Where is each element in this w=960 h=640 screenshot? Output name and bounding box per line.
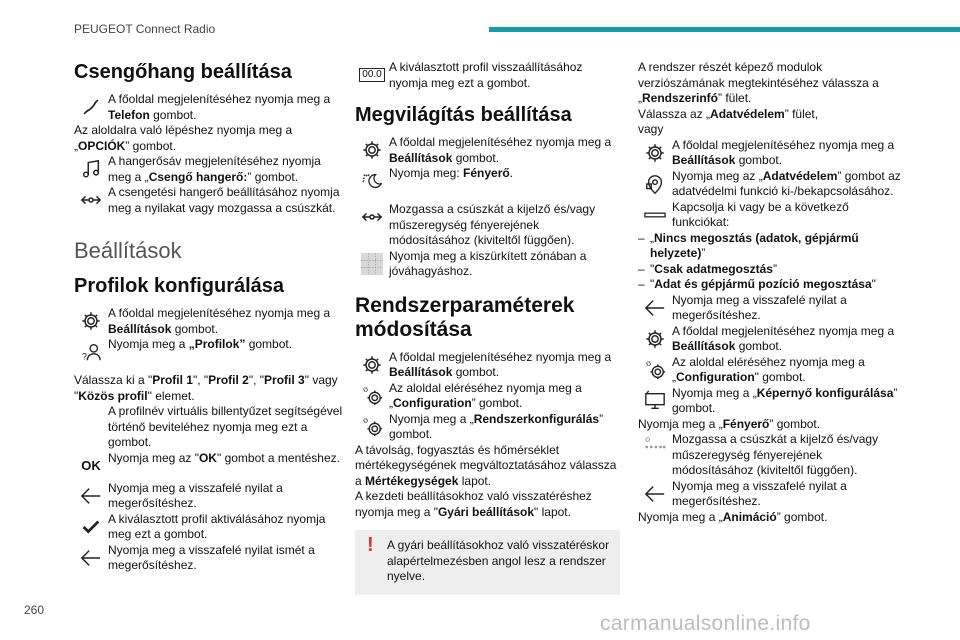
step-text: Nyomja meg a „Képernyő konfigurálása” gombot. [672, 385, 898, 415]
warning-text: A gyári beállításokhoz való visszatéréskor alapértelmezésben angol lesz a rendszer nyelve. [387, 538, 610, 583]
gear-icon [361, 139, 383, 161]
toggle-icon [644, 204, 666, 226]
step-row [638, 324, 906, 355]
gear-icon [80, 310, 102, 332]
paragraph: Az aloldalra való lépéshez nyomja meg a „OPCIÓK” gombot. [74, 123, 293, 153]
check-icon [80, 516, 102, 538]
paragraph: Nyomja meg a „Animáció” gombot. [638, 509, 828, 524]
heading-ringtone: Csengőhang beállítása [74, 61, 292, 83]
heading-settings: Beállítások [74, 238, 182, 263]
list-item: – „Nincs megosztás (adatok, gépjármű helyzete)” [638, 230, 859, 260]
step-text: A hangerősáv megjelenítéséhez nyomja meg a „Csengő hangerő:” gombot. [108, 154, 321, 184]
step-text: A profilnév virtuális billentyűzet segítségével történő beviteléhez nyomja meg ezt a gombot. [108, 404, 343, 449]
slider-arrows-icon [361, 206, 383, 228]
column-1 [74, 54, 344, 574]
gear-icon [644, 142, 666, 164]
step-text: A csengetési hangerő beállításához nyomja meg a nyilakat vagy mozgassa a csúszkát. [108, 185, 340, 215]
step-text: Nyomja meg a „Rendszerkonfigurálás” gombot. [389, 411, 604, 441]
step-row [74, 154, 344, 185]
list-item: – "Adat és gépjármű pozíció megosztása" [638, 277, 876, 291]
step-row [355, 350, 620, 381]
column-2 [355, 54, 620, 595]
heading-system-params: Rendszerparaméterek módosítása [355, 293, 575, 341]
warning-icon: ! [367, 534, 374, 556]
back-arrow-icon [80, 547, 102, 569]
warning-box [355, 530, 620, 595]
step-row [355, 202, 620, 249]
paragraph: Válassza ki a "Profil 1", "Profil 2", "Profil 3" vagy "Közös profil" elemet. [74, 373, 338, 403]
step-row [74, 337, 344, 367]
paragraph: A kezdeti beállításokhoz való visszatéréshez nyomja meg a "Gyári beállítások" lapot. [355, 489, 592, 519]
step-row [638, 293, 906, 324]
step-text: Nyomja meg a visszafelé nyilat a megerősítéshez. [672, 292, 847, 322]
step-text: Nyomja meg az „Adatvédelem” gombot az adatvédelmi funkció ki-/bekapcsolásához. [672, 168, 901, 198]
step-text: A főoldal megjelenítéséhez nyomja meg a Telefon gombot. [108, 92, 331, 122]
step-text: Mozgassa a csúszkát a kijelző és/vagy műszeregység fényerejének módosításához (kiviteltől függően). [389, 202, 596, 247]
page-number: 260 [24, 603, 45, 617]
back-arrow-icon [644, 297, 666, 319]
slider-arrows-icon [80, 189, 102, 211]
step-row [74, 543, 344, 574]
paragraph: A rendszer részét képező modulok verziószámának megtekintéséhez válassza a „Rendszerinfó” fület. [638, 60, 879, 105]
options-gear-icon [644, 359, 666, 381]
step-text: A kiválasztott profil visszaállításához nyomja meg ezt a gombot. [389, 60, 583, 90]
paragraph: Nyomja meg a „Fényerő” gombot. [638, 416, 821, 431]
step-text: Az aloldal eléréséhez nyomja meg a „Configuration” gombot. [389, 380, 582, 410]
watermark: carmanualsonline.info [600, 612, 811, 635]
column-3 [638, 54, 906, 525]
back-arrow-icon [644, 483, 666, 505]
step-row [74, 481, 344, 512]
grey-zone-icon [361, 253, 383, 275]
step-row [74, 451, 344, 481]
step-text: Nyomja meg a kiszürkített zónában a jóváhagyáshoz. [389, 248, 587, 278]
step-row [355, 166, 620, 196]
step-text: A főoldal megjelenítéséhez nyomja meg a Beállítások gombot. [672, 137, 895, 167]
step-text: Nyomja meg a visszafelé nyilat a megerősítéshez. [108, 480, 283, 510]
step-row [74, 512, 344, 543]
step-row [638, 386, 906, 417]
step-text: A főoldal megjelenítéséhez nyomja meg a Beállítások gombot. [389, 135, 612, 165]
step-text: Nyomja meg a „Profilok” gombot. [108, 337, 293, 351]
step-row [355, 135, 620, 166]
step-row [355, 381, 620, 412]
step-text: A főoldal megjelenítéséhez nyomja meg a Beállítások gombot. [672, 323, 895, 353]
list-item: – "Csak adatmegosztás” [638, 261, 777, 276]
options-gear-icon [361, 416, 383, 438]
privacy-lock-icon [644, 173, 666, 195]
step-row [638, 169, 906, 200]
step-text: A főoldal megjelenítéséhez nyomja meg a Beállítások gombot. [108, 306, 331, 336]
step-row [638, 355, 906, 386]
paragraph: A távolság, fogyasztás és hőmérséklet mértékegységének megváltoztatásához válassza a Mértékegységek lapot. [355, 442, 617, 488]
step-text: A főoldal megjelenítéséhez nyomja meg a Beállítások gombot. [389, 349, 612, 379]
step-row [355, 412, 620, 443]
music-note-icon [80, 158, 102, 180]
step-row [74, 185, 344, 216]
step-row [355, 60, 620, 91]
paragraph: vagy [638, 122, 664, 136]
step-text: Az aloldal eléréséhez nyomja meg a „Configuration" gombot. [672, 354, 865, 384]
ok-icon: OK [81, 457, 101, 473]
sun-moon-icon [361, 170, 383, 192]
step-row [355, 249, 620, 280]
step-text: Nyomja meg a visszafelé nyilat ismét a megerősítéshez. [108, 542, 315, 572]
step-text: Nyomja meg a visszafelé nyilat a megerősítéshez. [672, 478, 847, 508]
step-row [638, 138, 906, 169]
back-arrow-icon [80, 485, 102, 507]
step-row [638, 432, 906, 479]
step-row [74, 92, 344, 123]
gear-icon [361, 354, 383, 376]
profile-icon [80, 341, 102, 363]
step-text: Nyomja meg az "OK" gombot a mentéshez. [108, 450, 340, 465]
step-text: A kiválasztott profil aktiválásához nyomja meg ezt a gombot. [108, 511, 326, 541]
header-title: PEUGEOT Connect Radio [74, 22, 216, 36]
slider-icon [644, 436, 666, 458]
step-text: Kapcsolja ki vagy be a következő funkciókat: [672, 199, 849, 229]
step-row [638, 200, 906, 231]
step-text: Nyomja meg: Fényerő. [389, 166, 514, 180]
header-accent-bar [489, 27, 960, 32]
gear-icon [644, 328, 666, 350]
screen-icon [644, 390, 666, 412]
step-row [74, 404, 344, 451]
phone-icon [80, 96, 102, 118]
step-text: Mozgassa a csúszkát a kijelző és/vagy műszeregység fényerejének módosításához (kiviteltől függően). [672, 432, 879, 477]
heading-profiles: Profilok konfigurálása [74, 275, 285, 297]
heading-lighting: Megvilágítás beállítása [355, 104, 572, 126]
step-row [638, 479, 906, 510]
options-gear-icon [361, 385, 383, 407]
paragraph: Válassza az „Adatvédelem” fület, [638, 106, 819, 121]
step-row [74, 306, 344, 337]
reset-icon: 00.0 [359, 68, 384, 82]
